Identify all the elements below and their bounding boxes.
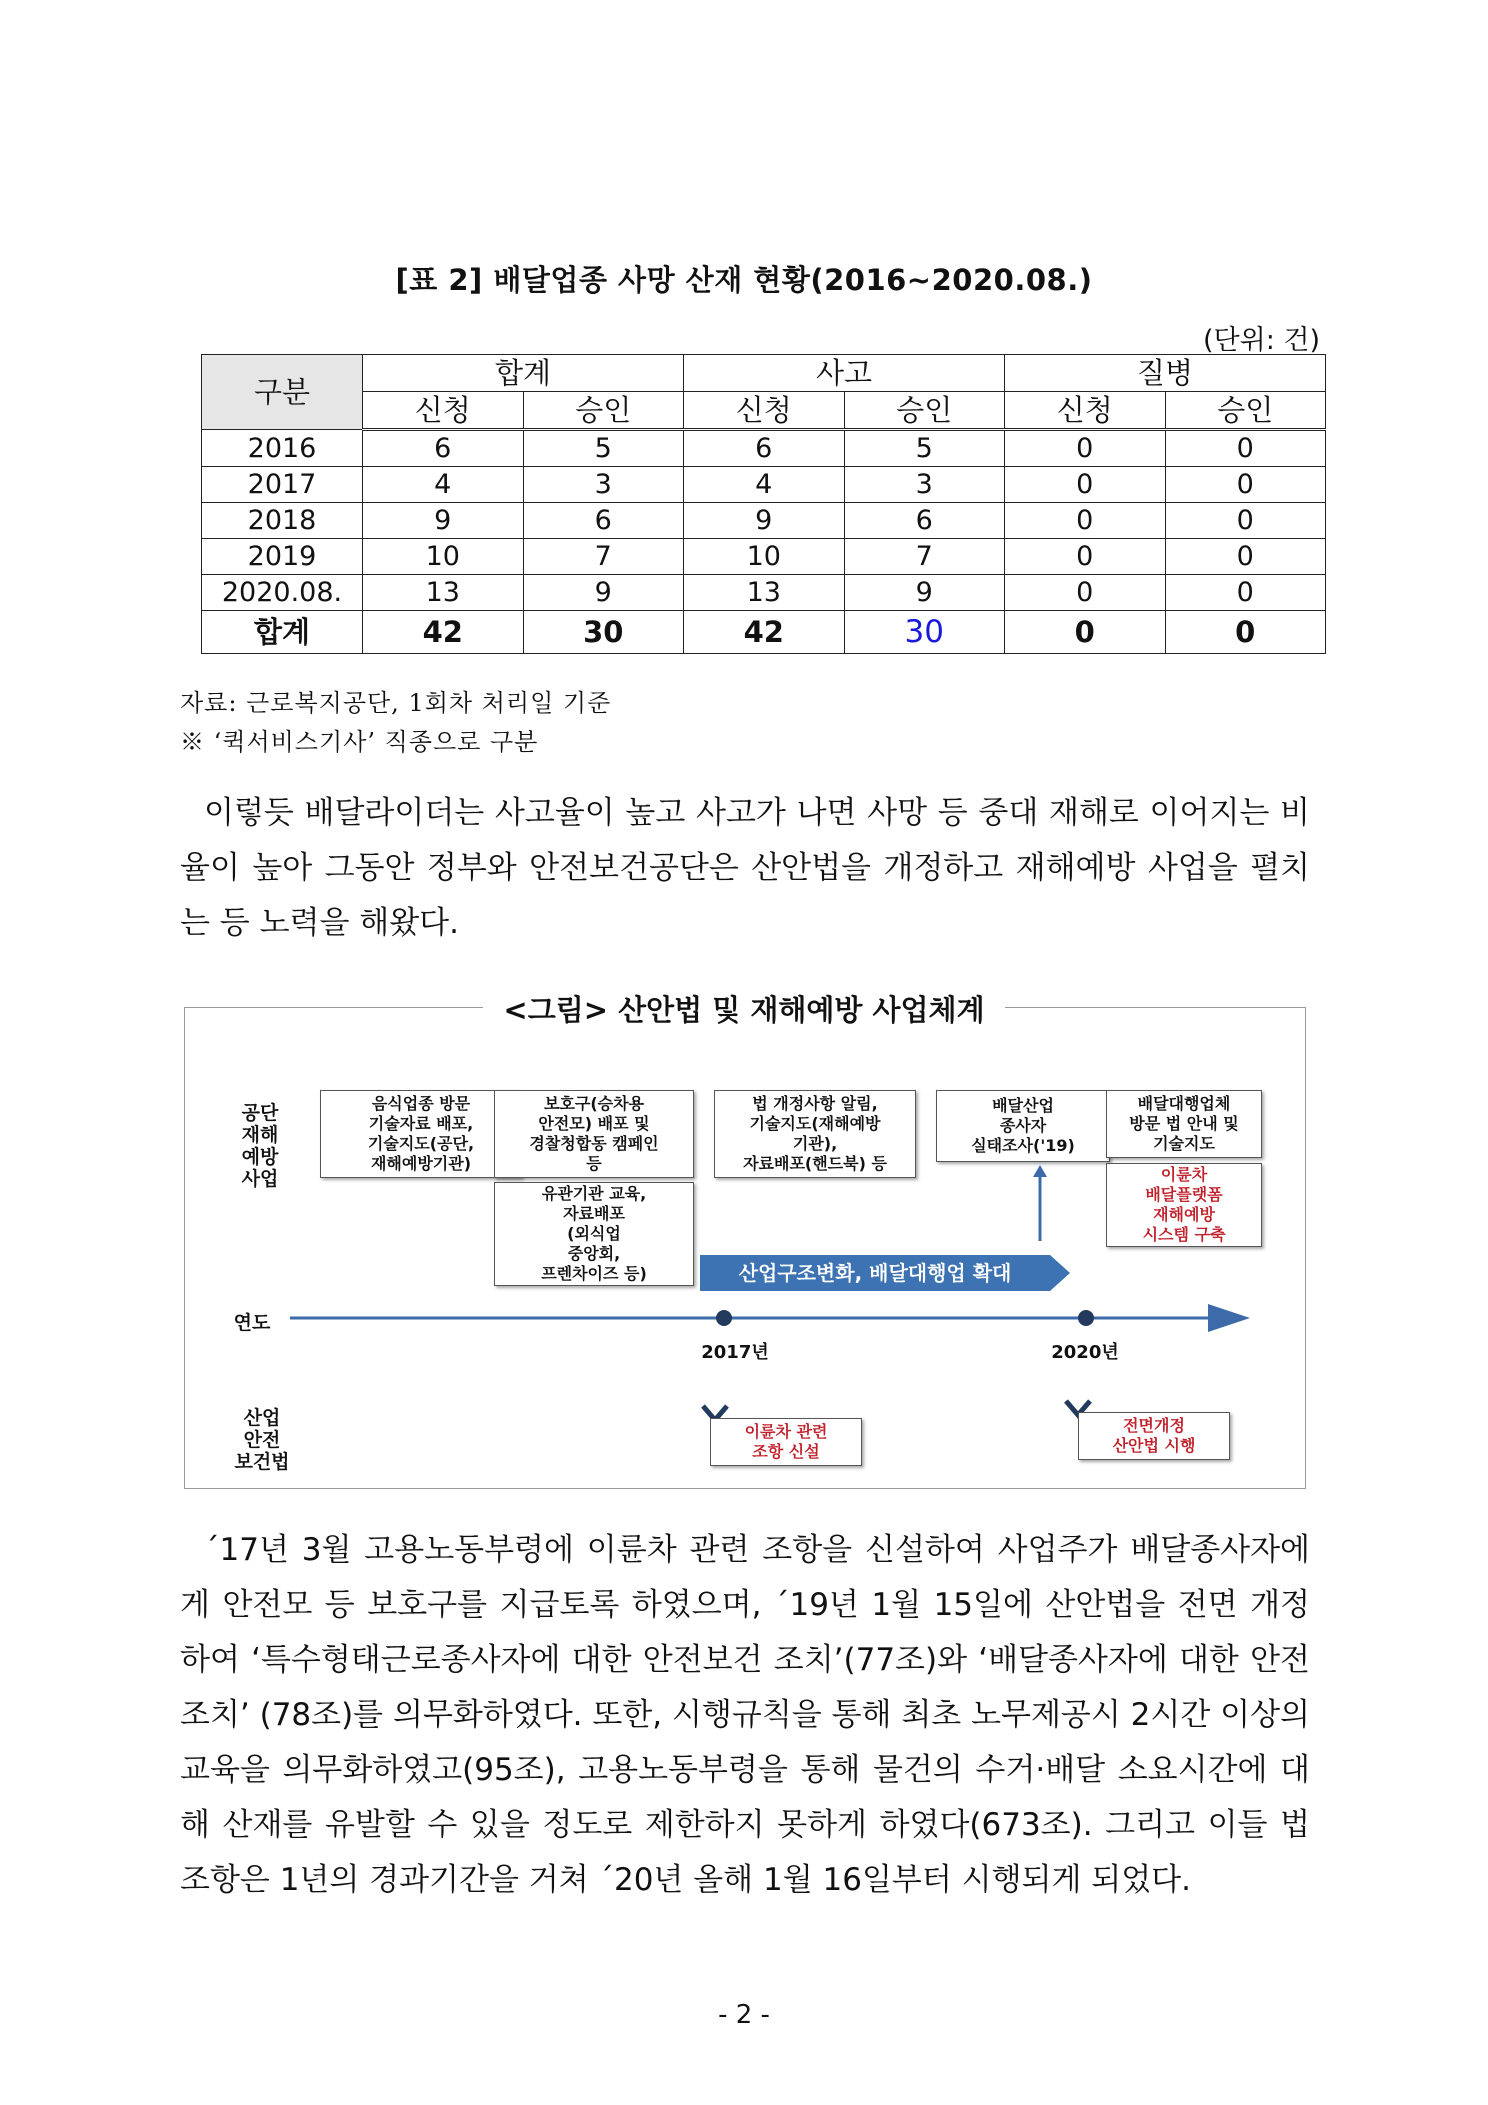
figure-title: <그림> 산안법 및 재해예방 사업체계 [483, 988, 1004, 1029]
row-label: 2016 [202, 430, 363, 467]
header-group-disease: 질병 [1005, 355, 1326, 392]
header-subcol: 신청 [684, 392, 845, 430]
program-box-survey: 배달산업 종사자 실태조사('19) [936, 1090, 1110, 1162]
table-cell: 10 [363, 539, 524, 575]
total-cell: 42 [684, 611, 845, 654]
header-subcol: 승인 [523, 392, 684, 430]
table-row [202, 503, 1326, 539]
table-total-row [202, 611, 1326, 654]
fatality-table [201, 354, 1326, 654]
table-cell: 0 [1165, 503, 1326, 539]
table-cell: 9 [363, 503, 524, 539]
table-cell: 3 [844, 467, 1005, 503]
total-cell: 0 [1005, 611, 1166, 654]
total-cell: 30 [523, 611, 684, 654]
figure-row-label-law: 산업 안전 보건법 [234, 1407, 290, 1473]
table-cell: 10 [684, 539, 845, 575]
header-subcol: 승인 [1165, 392, 1326, 430]
table-row [202, 467, 1326, 503]
table-footnote: ※ ‘퀵서비스기사’ 직종으로 구분 [180, 728, 539, 756]
table-cell: 3 [523, 467, 684, 503]
paragraph-1-text: 이렇듯 배달라이더는 사고율이 높고 사고가 나면 사망 등 중대 재해로 이어지는 비율이 높아 그동안 정부와 안전보건공단은 산안법을 개정하고 재해예방 사업을 펼치는 등 노력을 해왔다. [180, 795, 1310, 941]
table-cell: 4 [363, 467, 524, 503]
table-cell: 0 [1165, 539, 1326, 575]
table-cell: 0 [1005, 575, 1166, 611]
table-cell: 0 [1165, 467, 1326, 503]
table-cell: 9 [684, 503, 845, 539]
table-row [202, 430, 1326, 467]
table-cell: 6 [684, 430, 845, 467]
table-cell: 5 [844, 430, 1005, 467]
year-label-2017: 2017년 [701, 1342, 769, 1363]
law-box-full-revision: 전면개정 산안법 시행 [1078, 1412, 1230, 1460]
year-label-2020: 2020년 [1051, 1342, 1119, 1363]
table-cell: 9 [844, 575, 1005, 611]
table-cell: 5 [523, 430, 684, 467]
timeline-dot-2020 [1078, 1310, 1094, 1326]
program-box-delivery-agency: 배달대행업체 방문 법 안내 및 기술지도 [1106, 1090, 1262, 1158]
table-cell: 6 [363, 430, 524, 467]
row-label: 2017 [202, 467, 363, 503]
up-arrow-icon [1030, 1163, 1050, 1243]
row-label: 2020.08. [202, 575, 363, 611]
law-box-motorcycle: 이륜차 관련 조항 신설 [710, 1418, 862, 1466]
table-cell: 0 [1165, 575, 1326, 611]
paragraph-2-text: ´17년 3월 고용노동부령에 이륜차 관련 조항을 신설하여 사업주가 배달종사자에게 안전모 등 보호구를 지급토록 하였으며, ´19년 1월 15일에 산안법을 전면 개정하여 ‘특수형태근로종사자에 대한 안전보건 조치’(77조)와 ‘배달종사자에 대한 안전조치’ (78조)를 의무화하였다. 또한, 시행규칙을 통해 최초 노무제공시 2시간 이상의 교육을 의무화하였고(95조), 고용노동부령을 통해 물건의 수거·배달 소요시간에 대해 산재를 유발할 수 있을 정도로 제한하지 못하게 하였다(673조). 그리고 이들 법 조항은 1년의 경과기간을 거쳐 ´20년 올해 1월 16일부터 시행되게 되었다. [180, 1532, 1310, 1898]
paragraph-1 [180, 786, 1310, 951]
table-cell: 0 [1005, 503, 1166, 539]
table-cell: 0 [1165, 430, 1326, 467]
program-box-food-industry: 음식업종 방문 기술자료 배포, 기술지도(공단, 재해예방기관) [320, 1090, 522, 1178]
table-cell: 4 [684, 467, 845, 503]
row-label: 2018 [202, 503, 363, 539]
header-subcol: 신청 [1005, 392, 1166, 430]
banner-text: 산업구조변화, 배달대행업 확대 [738, 1261, 1012, 1285]
row-label: 2019 [202, 539, 363, 575]
trend-banner [700, 1255, 1070, 1291]
paragraph-2 [180, 1523, 1310, 1908]
header-group-total: 합계 [363, 355, 684, 392]
figure-row-label-agency: 공단 재해 예방 사업 [241, 1102, 279, 1190]
table-row [202, 575, 1326, 611]
table-title: [표 2] 배달업종 사망 산재 현황(2016∼2020.08.) [395, 263, 1093, 297]
table-cell: 13 [363, 575, 524, 611]
table-cell: 7 [523, 539, 684, 575]
table-cell: 7 [844, 539, 1005, 575]
header-subcol: 승인 [844, 392, 1005, 430]
header-subcol: 신청 [363, 392, 524, 430]
total-label: 합계 [202, 611, 363, 654]
table-cell: 13 [684, 575, 845, 611]
figure-title-wrap [0, 988, 1488, 1029]
table-cell: 6 [844, 503, 1005, 539]
table-cell: 9 [523, 575, 684, 611]
table-cell: 0 [1005, 467, 1166, 503]
table-unit: (단위: 건) [1203, 325, 1320, 356]
program-box-protective-gear: 보호구(승차용 안전모) 배포 및 경찰청합동 캠페인 등 [494, 1090, 694, 1178]
table-cell: 6 [523, 503, 684, 539]
table-row [202, 539, 1326, 575]
table-source: 자료: 근로복지공단, 1회차 처리일 기준 [180, 689, 612, 717]
total-cell: 0 [1165, 611, 1326, 654]
page-number: - 2 - [718, 2000, 770, 2030]
header-group-accident: 사고 [684, 355, 1005, 392]
table-cell: 0 [1005, 430, 1166, 467]
timeline-arrow [290, 1300, 1260, 1336]
header-category: 구분 [202, 355, 363, 430]
total-cell: 42 [363, 611, 524, 654]
figure-row-label-year: 연도 [233, 1312, 271, 1334]
table-cell: 0 [1005, 539, 1166, 575]
program-box-platform-system: 이륜차 배달플랫폼 재해예방 시스템 구축 [1106, 1163, 1262, 1247]
timeline-dot-2017 [716, 1310, 732, 1326]
program-box-education: 유관기관 교육, 자료배포 (외식업 중앙회, 프렌차이즈 등) [494, 1182, 694, 1286]
program-box-law-notice: 법 개정사항 알림, 기술지도(재해예방 기관), 자료배포(핸드북) 등 [714, 1090, 916, 1178]
total-cell-highlight: 30 [844, 611, 1005, 654]
